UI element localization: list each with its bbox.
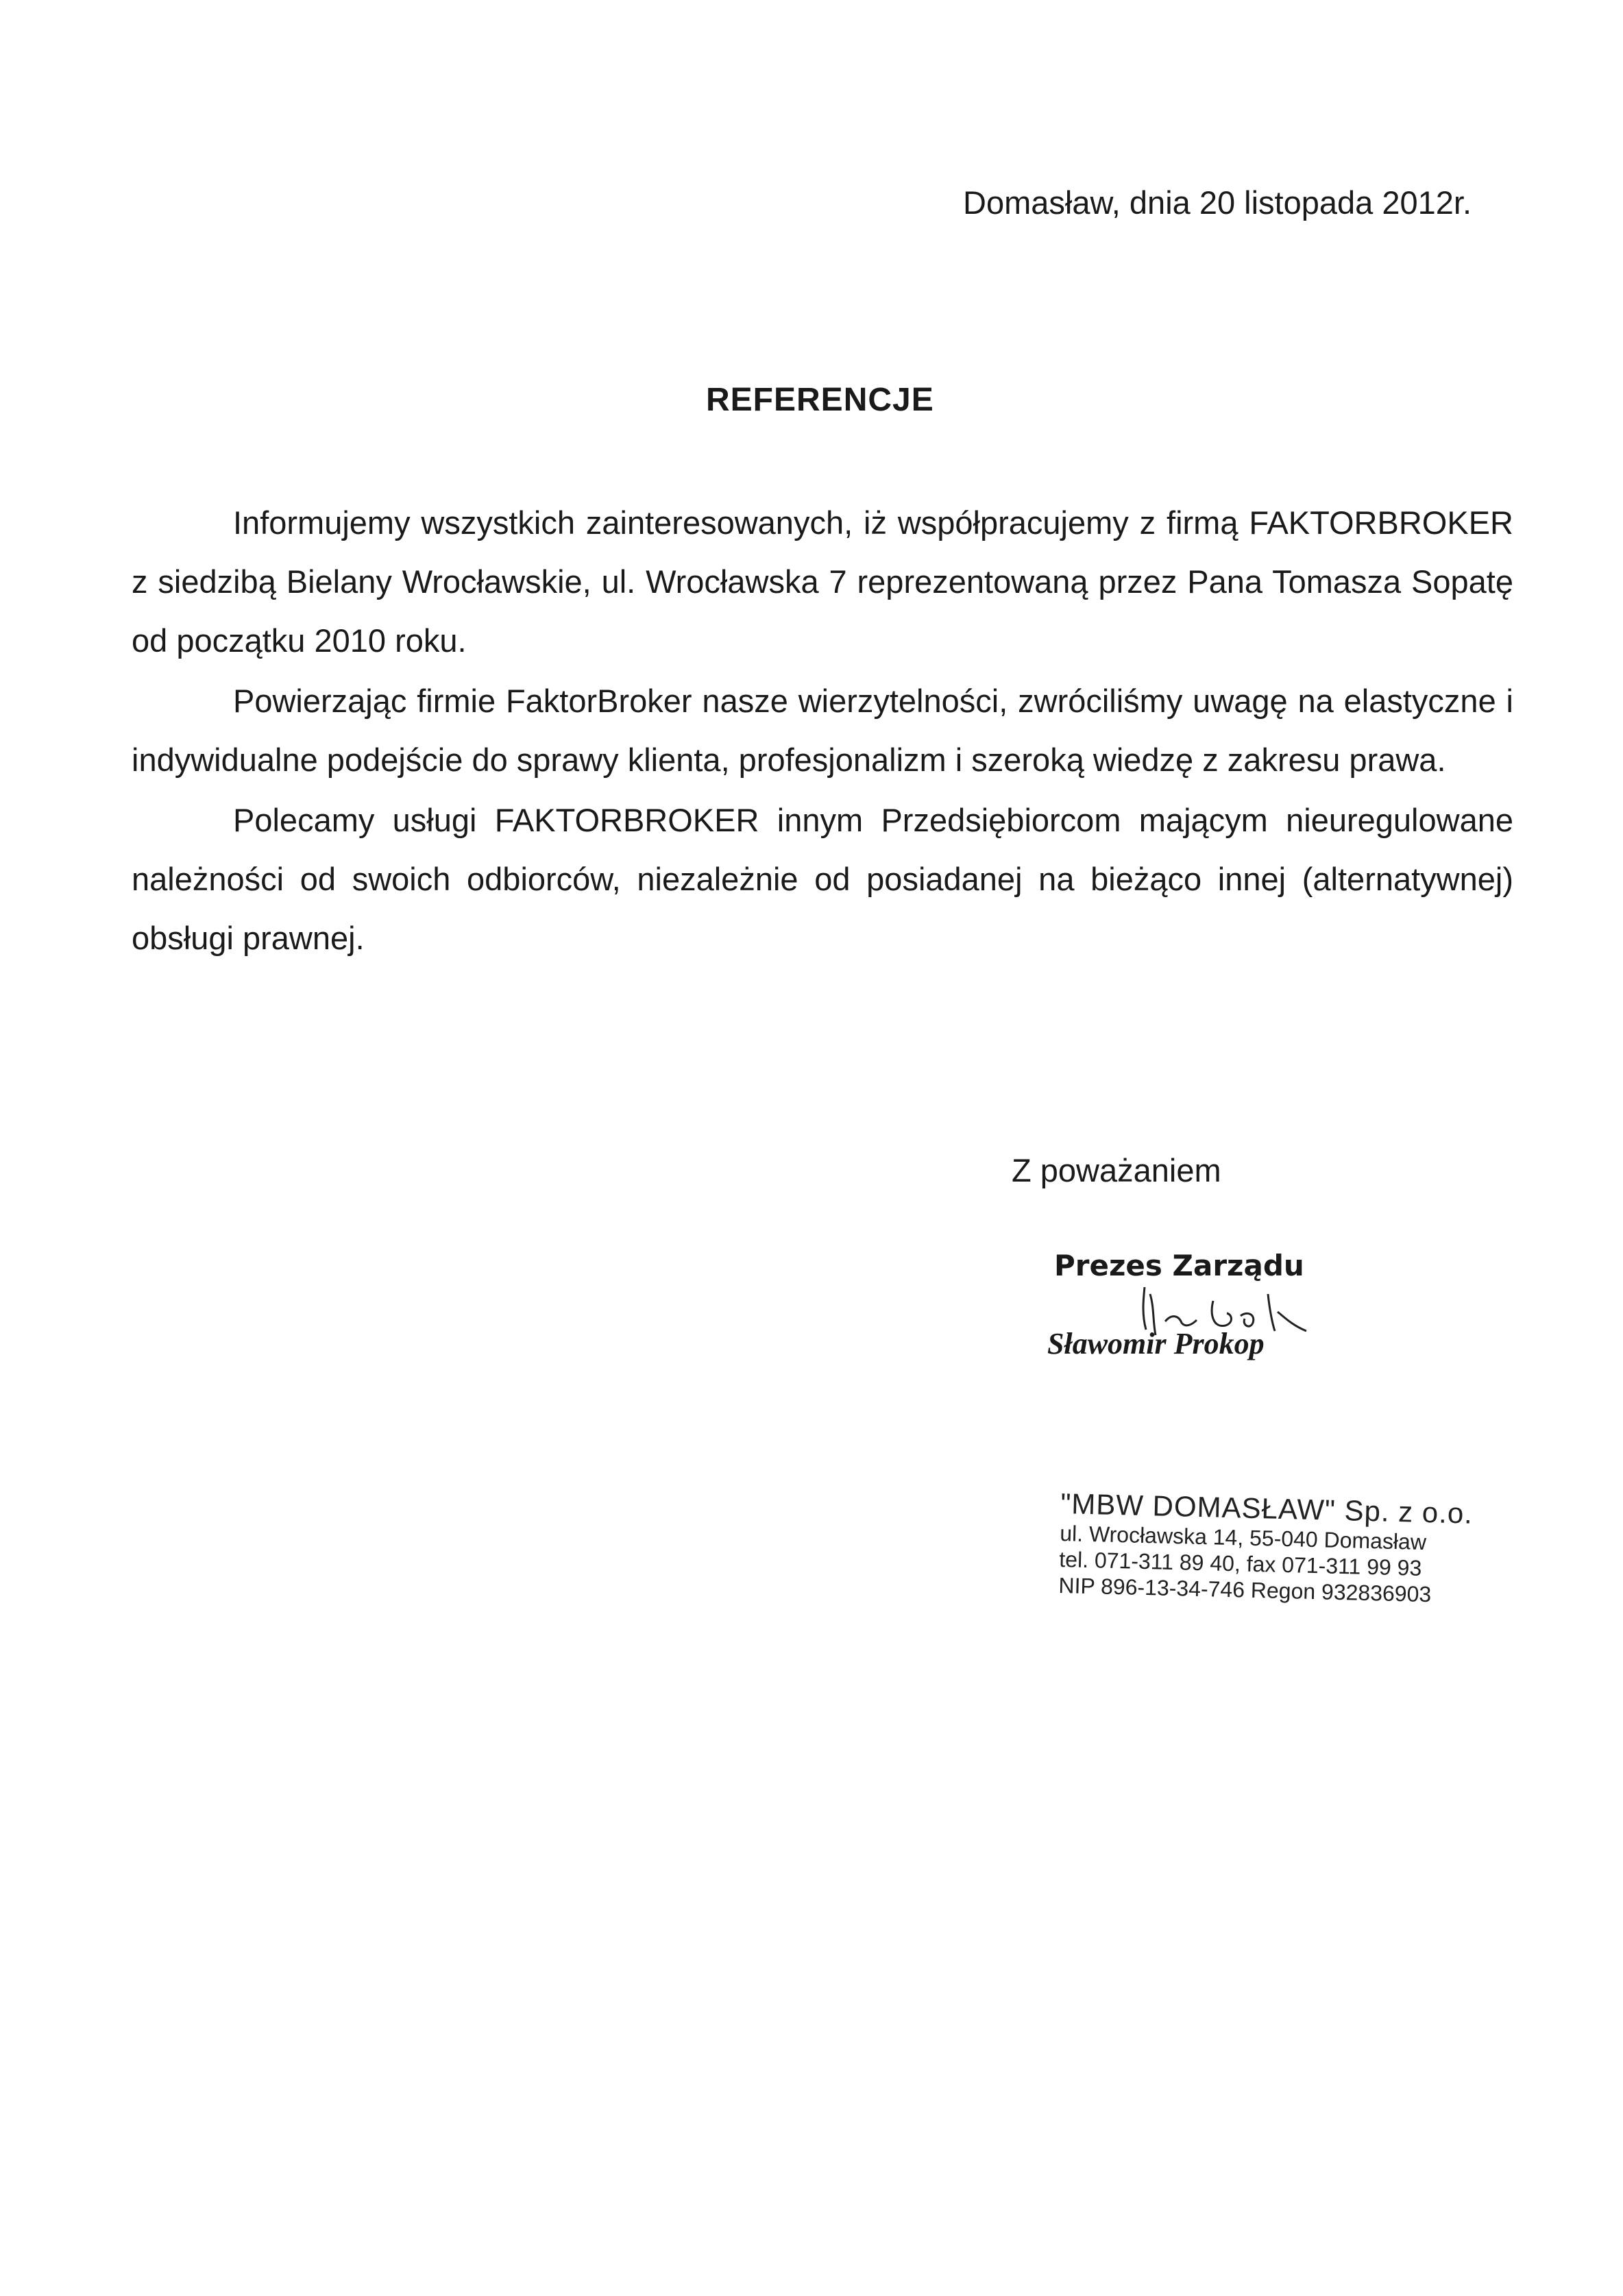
company-address: ul. Wrocławska 14, 55-040 Domasław [1059, 1520, 1427, 1555]
company-ids: NIP 896-13-34-746 Regon 932836903 [1058, 1572, 1432, 1607]
signatory-role: Prezes Zarządu [1054, 1249, 1304, 1282]
closing-phrase: Z poważaniem [1012, 1152, 1221, 1188]
paragraph-assessment: Powierzając firmie FaktorBroker nasze wierzytelności, zwróciliśmy uwagę na elastyczne i indywidualne podejście do sprawy klienta, profesjonalizm i szeroką wiedzę z zakresu prawa. [132, 683, 1513, 778]
company-phone: tel. 071-311 89 40, fax 071-311 99 93 [1058, 1546, 1422, 1580]
paragraph-cooperation: Informujemy wszystkich zainteresowanych, iż współpracujemy z firmą FAKTORBROKER z siedzibą Bielany Wrocławskie, ul. Wrocławska 7 reprezentowaną przez Pana Tomasza Sopatę od początku 2010 roku. [132, 504, 1513, 659]
letter-date: Domasław, dnia 20 listopada 2012r. [963, 184, 1472, 221]
company-stamp [1058, 1487, 1473, 1609]
company-name: "MBW DOMASŁAW" Sp. z o.o. [1060, 1487, 1474, 1530]
letter-title: REFERENCJE [706, 382, 934, 418]
paragraph-recommendation: Polecamy usługi FAKTORBROKER innym Przedsiębiorcom mającym nieuregulowane należności od swoich odbiorców, niezależnie od posiadanej na bieżąco innej (alternatywnej) obsługi prawnej. [132, 802, 1513, 956]
signatory-name: Sławomir Prokop [1047, 1327, 1265, 1360]
letter-body [132, 493, 1513, 969]
